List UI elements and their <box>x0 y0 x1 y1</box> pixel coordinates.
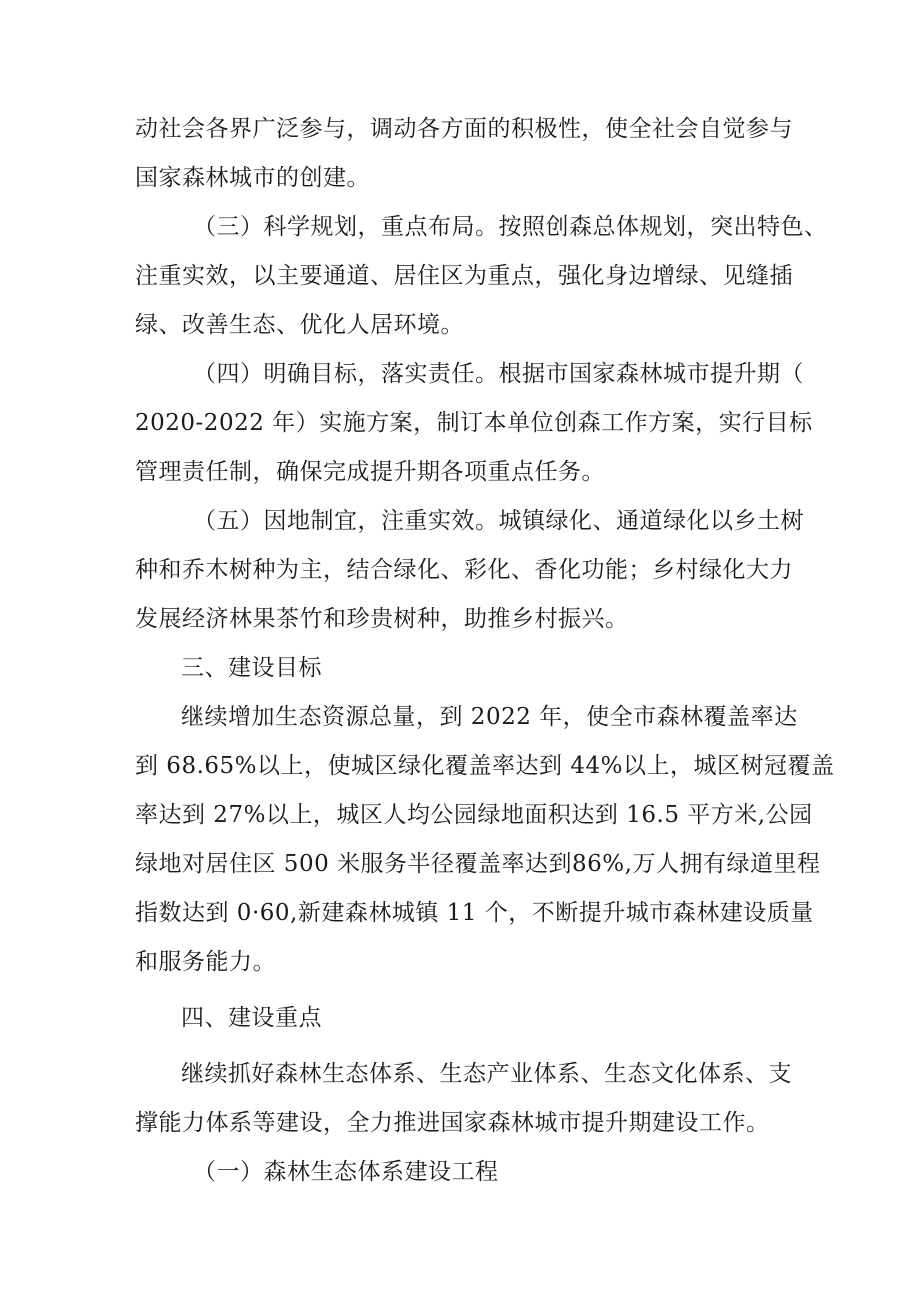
text-line-18: 和服务能力。 <box>135 949 276 975</box>
text-line-1: 动社会各界广泛参与，调动各方面的积极性，使全社会自觉参与 <box>135 116 793 142</box>
text-line-15: 率达到 27%以上，城区人均公园绿地面积达到 16.5 平方米,公园 <box>135 802 813 828</box>
subheading-forest-ecology: （一）森林生态体系建设工程 <box>193 1159 499 1185</box>
section-heading-3: （三）科学规划，重点布局。按照创森总体规划，突出特色、 <box>193 214 828 240</box>
section-heading-4: （四）明确目标，落实责任。根据市国家森林城市提升期（ <box>193 361 804 387</box>
text-line-5: 绿、改善生态、优化人居环境。 <box>135 312 464 338</box>
text-line-13: 继续增加生态资源总量，到 2022 年，使全市森林覆盖率达 <box>181 704 798 730</box>
text-line-4: 注重实效，以主要通道、居住区为重点，强化身边增绿、见缝插 <box>135 263 793 289</box>
heading-build-goals: 三、建设目标 <box>181 655 322 681</box>
text-line-17: 指数达到 0·60,新建森林城镇 11 个，不断提升城市森林建设质量 <box>135 900 814 926</box>
text-line-20: 继续抓好森林生态体系、生态产业体系、生态文化体系、支 <box>181 1061 792 1087</box>
section-heading-5: （五）因地制宜，注重实效。城镇绿化、通道绿化以乡土树 <box>193 508 804 534</box>
text-line-16: 绿地对居住区 500 米服务半径覆盖率达到86%,万人拥有绿道里程 <box>135 851 821 877</box>
text-line-10: 种和乔木树种为主，结合绿化、彩化、香化功能；乡村绿化大力 <box>135 557 793 583</box>
text-line-21: 撑能力体系等建设，全力推进国家森林城市提升期建设工作。 <box>135 1110 770 1136</box>
text-line-14: 到 68.65%以上，使城区绿化覆盖率达到 44%以上，城区树冠覆盖 <box>135 753 835 779</box>
heading-build-focus: 四、建设重点 <box>181 1005 322 1031</box>
text-line-11: 发展经济林果茶竹和珍贵树种，助推乡村振兴。 <box>135 606 629 632</box>
text-line-8: 管理责任制，确保完成提升期各项重点任务。 <box>135 459 605 485</box>
text-line-7: 2020-2022 年）实施方案，制订本单位创森工作方案，实行目标 <box>135 410 813 436</box>
text-line-2: 国家森林城市的创建。 <box>135 165 370 191</box>
